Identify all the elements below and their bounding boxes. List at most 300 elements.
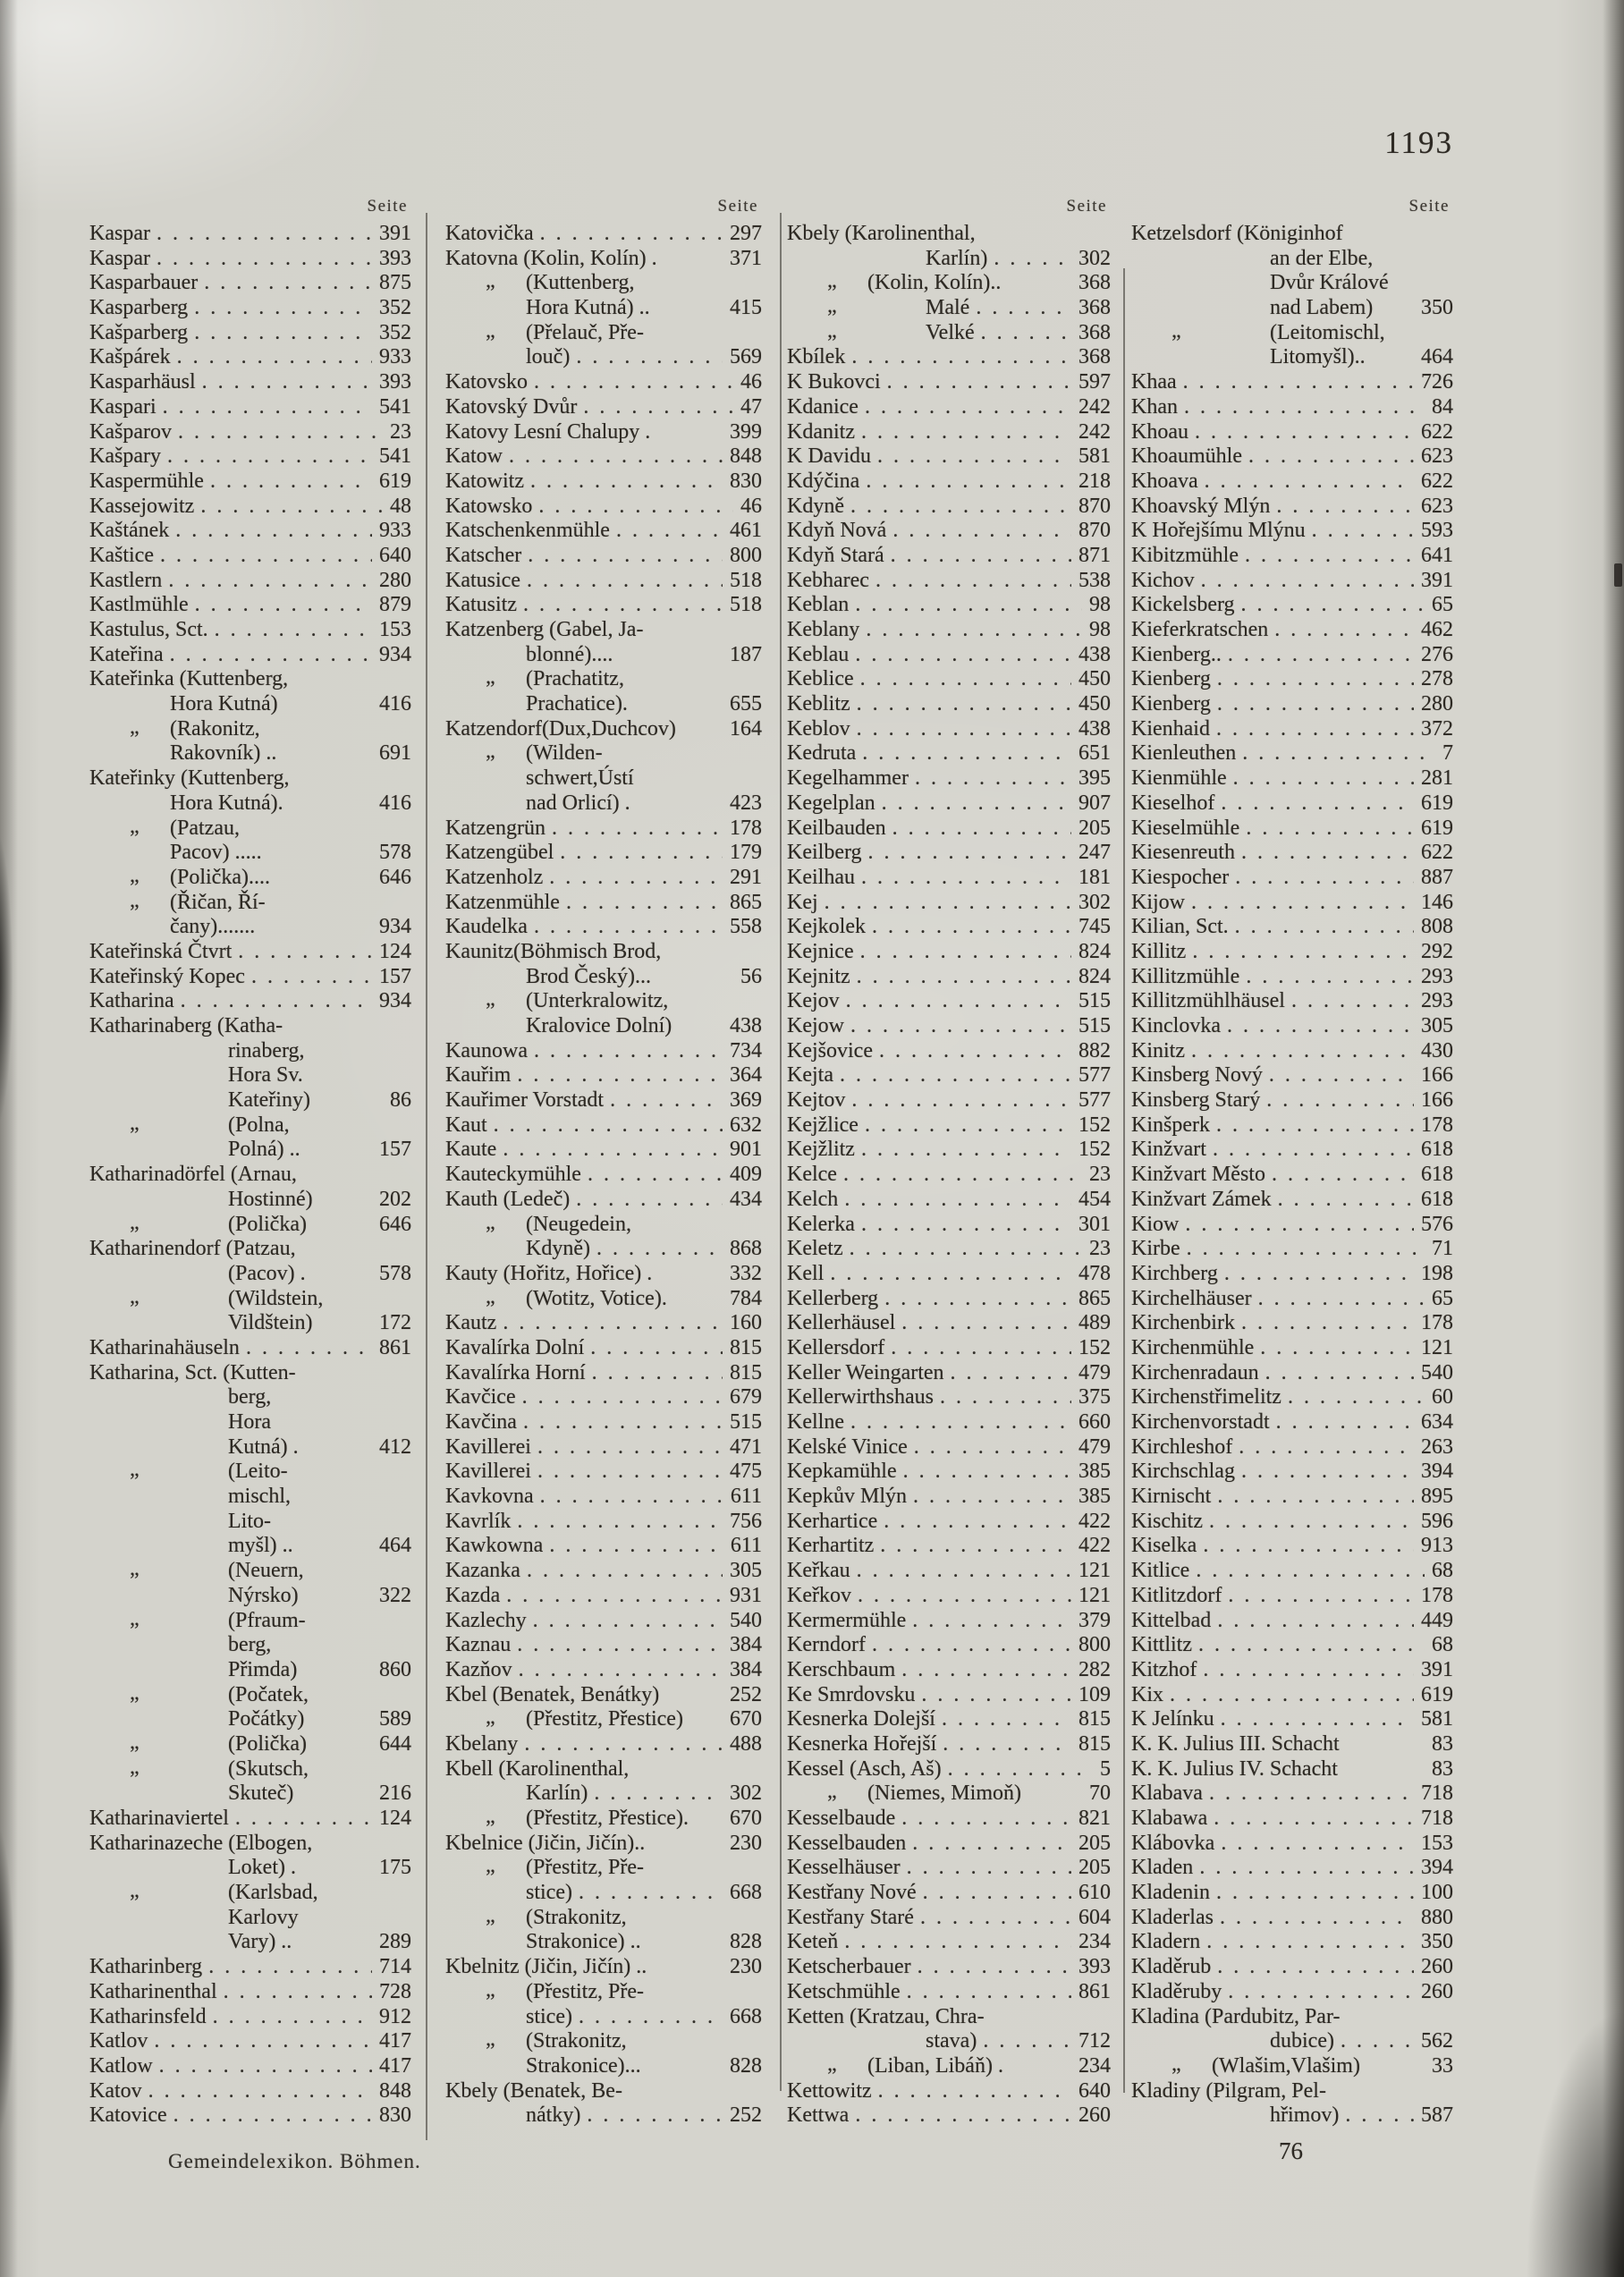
entry-name: Kiesenreuth (1131, 841, 1235, 865)
index-entry (445, 741, 762, 766)
entry-page-number: 178 (1421, 1583, 1453, 1607)
index-entry (787, 1063, 1111, 1088)
entry-page-number: 821 (1078, 1807, 1111, 1830)
index-entry (445, 1262, 762, 1287)
entry-page-number: 870 (1078, 519, 1111, 543)
dot-leader (921, 1683, 1071, 1708)
entry-name: Klabava (1131, 1782, 1203, 1806)
entry-page-number: 515 (1078, 1014, 1111, 1037)
dot-leader (517, 1510, 723, 1535)
index-entry (89, 1980, 411, 2005)
index-entry (787, 1460, 1111, 1485)
entry-name: Kejtov (787, 1088, 846, 1113)
dot-leader (1276, 1410, 1414, 1435)
index-entry (445, 1385, 762, 1410)
entry-page-number: 48 (390, 494, 411, 518)
entry-name: Kelské Vinice (787, 1435, 908, 1459)
entry-page-number: 47 (740, 394, 762, 419)
index-entry (787, 1088, 1111, 1113)
ditto-mark: „ (486, 1284, 495, 1308)
entry-page-number: 815 (730, 1335, 762, 1359)
entry-name: Katowitz (445, 469, 524, 493)
entry-name: Keletz (787, 1237, 843, 1261)
index-entry (445, 1138, 762, 1163)
ditto-mark: „ (486, 1805, 495, 1828)
entry-page-number: 619 (1421, 816, 1453, 840)
entry-name: Kauty (Hořitz, Hořice) . (445, 1261, 653, 1285)
entry-name: Kerhartice (787, 1509, 878, 1533)
entry-name: an der Elbe, (1270, 246, 1374, 270)
dot-leader (882, 791, 1071, 817)
dot-leader (903, 1460, 1071, 1485)
entry-name: Katowsko (445, 494, 533, 518)
dot-leader (1216, 717, 1414, 742)
entry-page-number: 430 (1421, 1038, 1453, 1062)
dot-leader (1221, 1707, 1414, 1732)
index-entry (89, 643, 411, 668)
index-entry (1131, 643, 1453, 668)
entry-page-number: 293 (1421, 989, 1453, 1013)
entry-page-number: 479 (1078, 1435, 1111, 1459)
index-entry (1131, 766, 1453, 791)
entry-name: Kejov (787, 989, 840, 1013)
dot-leader (1217, 692, 1414, 717)
entry-page-number: 260 (1078, 2103, 1111, 2128)
entry-page-number: 478 (1078, 1261, 1111, 1285)
entry-page-number: 393 (1078, 1955, 1111, 1979)
dot-leader (830, 1262, 1071, 1287)
entry-name: Kejžlitz (787, 1138, 855, 1162)
entry-name: Vary) .. (228, 1930, 292, 1954)
entry-page-number: 5 (1100, 1756, 1111, 1781)
dot-leader (855, 593, 1082, 618)
entry-name: Kladěrub (1131, 1955, 1212, 1979)
entry-name: Keblany (787, 618, 860, 641)
index-entry (89, 321, 411, 346)
index-entry (89, 1707, 411, 1732)
entry-name: Killitz (1131, 939, 1187, 963)
entry-page-number: 416 (379, 791, 411, 815)
entry-name: Strakonice) .. (526, 1930, 641, 1954)
dot-leader (850, 1237, 1082, 1262)
entry-name: Kirbe (1131, 1237, 1180, 1261)
entry-name: K Jelínku (1131, 1707, 1214, 1731)
entry-name: Kazda (445, 1583, 501, 1607)
index-entry (89, 841, 411, 866)
dot-leader (1269, 1063, 1414, 1088)
index-entry (1131, 667, 1453, 692)
index-entry (1131, 593, 1453, 618)
entry-name: K. K. Julius IV. Schacht (1131, 1756, 1338, 1781)
entry-page-number: 352 (379, 296, 411, 320)
entry-name: Katov (89, 2078, 142, 2103)
dot-leader (552, 817, 723, 842)
entry-name: Keilhau (787, 865, 855, 889)
entry-name: Litomyšl).. (1270, 345, 1366, 369)
ditto-mark: „ (1171, 2052, 1181, 2076)
entry-name: Kettowitz (787, 2078, 872, 2103)
entry-name: Kitzhof (1131, 1657, 1197, 1681)
index-entry (89, 1361, 411, 1386)
index-entry (787, 1930, 1111, 1955)
entry-name: (Patzau, (170, 816, 240, 840)
dot-leader (1217, 1609, 1414, 1634)
dot-leader (533, 1609, 723, 1634)
entry-page-number: 879 (379, 593, 411, 617)
entry-page-number: 538 (1078, 568, 1111, 592)
index-entry (1131, 395, 1453, 420)
entry-name: Kavčina (445, 1410, 517, 1434)
entry-page-number: 369 (730, 1088, 762, 1113)
entry-name: Kladěruby (1131, 1979, 1222, 2003)
entry-name: Kienmühle (1131, 766, 1227, 791)
entry-name: Katusice (445, 568, 520, 592)
entry-name: Kejta (787, 1063, 833, 1088)
column-divider (780, 213, 782, 2091)
index-entry (1131, 470, 1453, 495)
entry-name: Ke Smrdovsku (787, 1682, 916, 1706)
index-entry (787, 444, 1111, 470)
entry-name: schwert,Ústí (526, 766, 634, 791)
entry-page-number: 901 (730, 1138, 762, 1162)
entry-page-number: 83 (1432, 1756, 1453, 1781)
entry-page-number: 157 (379, 1138, 411, 1162)
index-entry (1131, 741, 1453, 766)
index-entry (787, 2079, 1111, 2104)
entry-page-number: 423 (730, 791, 762, 815)
dot-leader (1216, 1881, 1414, 1906)
dot-leader (503, 1138, 723, 1163)
index-entry (445, 1510, 762, 1535)
index-entry (89, 569, 411, 594)
entry-page-number: 205 (1078, 816, 1111, 840)
ditto-mark: „ (130, 1557, 140, 1581)
index-entry (445, 1832, 762, 1857)
dot-leader (943, 1732, 1071, 1757)
index-entry (89, 1534, 411, 1559)
entry-name: Katscher (445, 543, 522, 567)
index-entry (89, 1732, 411, 1757)
scan-corner-shadow (1526, 2009, 1624, 2277)
dot-leader (251, 965, 372, 990)
dot-leader (540, 222, 723, 247)
entry-name: Katovice (89, 2103, 167, 2128)
entry-name: K Davidu (787, 444, 871, 469)
index-entry (1131, 1336, 1453, 1361)
entry-name: rinaberg, (228, 1038, 305, 1062)
entry-page-number: 157 (379, 964, 411, 988)
dot-leader (517, 1063, 723, 1088)
entry-name: (Wildstein, (228, 1286, 324, 1310)
entry-name: Kasparhäusl (89, 370, 196, 394)
index-entry (445, 717, 762, 742)
entry-name: Keller Weingarten (787, 1360, 944, 1384)
dot-leader (851, 1088, 1071, 1113)
entry-page-number: 462 (1421, 618, 1453, 641)
entry-name: Kinžvart (1131, 1138, 1206, 1162)
index-entry (1131, 1485, 1453, 1510)
dot-leader (224, 1980, 372, 2005)
signature-number: 76 (1279, 2137, 1303, 2164)
entry-name: Kirchenstřimelitz (1131, 1385, 1281, 1409)
entry-name: Keblov (787, 716, 850, 741)
entry-name: (Leito- (228, 1460, 288, 1484)
entry-name: Kavrlík (445, 1509, 512, 1533)
entry-page-number: 230 (730, 1831, 762, 1855)
entry-name: (Neugedein, (526, 1212, 631, 1236)
dot-leader (861, 1213, 1071, 1238)
index-entry (445, 544, 762, 569)
entry-name: Kladerlas (1131, 1905, 1214, 1929)
dot-leader (178, 420, 383, 445)
dot-leader (509, 444, 723, 470)
index-entry (1131, 247, 1453, 272)
index-entry (787, 1955, 1111, 1980)
ditto-mark: „ (827, 2052, 837, 2076)
index-entry (445, 444, 762, 470)
dot-leader (148, 2079, 372, 2104)
entry-name: Kaut (445, 1113, 487, 1137)
entry-page-number: 848 (379, 2078, 411, 2103)
ditto-mark: „ (486, 269, 495, 293)
entry-name: Kermermühle (787, 1608, 907, 1632)
index-entry (787, 569, 1111, 594)
entry-page-number: 350 (1421, 296, 1453, 320)
ditto-mark: „ (130, 814, 140, 838)
entry-page-number: 152 (1078, 1138, 1111, 1162)
index-entry (787, 2103, 1111, 2129)
entry-name: Kienberg (1131, 667, 1211, 691)
entry-page-number: 276 (1421, 642, 1453, 666)
entry-name: Kirchschlag (1131, 1460, 1235, 1484)
index-entry (445, 318, 762, 346)
entry-name: Kieselhof (1131, 791, 1215, 815)
index-entry (1131, 2103, 1453, 2129)
dot-leader (210, 470, 372, 495)
entry-page-number: 417 (379, 2053, 411, 2078)
dot-leader (1209, 1782, 1414, 1807)
index-entry (1131, 817, 1453, 842)
ditto-mark: „ (827, 294, 837, 318)
index-entry (445, 1063, 762, 1088)
index-entry (445, 1410, 762, 1435)
dot-leader (1248, 444, 1414, 470)
index-entry (787, 618, 1111, 643)
dot-leader (1221, 1832, 1414, 1857)
dot-leader (1312, 519, 1414, 544)
dot-leader (596, 1237, 723, 1262)
entry-name: Kessel (Asch, Aš) (787, 1756, 942, 1781)
entry-name: Kienberg (1131, 692, 1211, 716)
entry-name: Kazlechy (445, 1608, 527, 1632)
ditto-mark: „ (486, 1210, 495, 1234)
dot-leader (560, 841, 723, 866)
entry-page-number: 379 (1078, 1608, 1111, 1632)
entry-page-number: 562 (1421, 2029, 1453, 2053)
entry-name: Rakovník) .. (170, 741, 277, 766)
entry-name: Kebharec (787, 568, 869, 592)
ditto-mark: „ (130, 863, 140, 887)
dot-leader (1195, 420, 1414, 445)
entry-page-number: 179 (730, 841, 762, 865)
dot-leader (1288, 1385, 1425, 1410)
entry-page-number: 293 (1421, 964, 1453, 988)
entry-name: Kašpary (89, 444, 161, 469)
entry-page-number: 449 (1421, 1608, 1453, 1632)
entry-name: nad Orlicí) . (526, 791, 630, 815)
index-entry (787, 395, 1111, 420)
entry-name: Kašpárek (89, 345, 171, 369)
entry-name: Kerndorf (787, 1633, 866, 1657)
entry-page-number: 216 (379, 1782, 411, 1806)
entry-name: Khoau (1131, 419, 1188, 444)
entry-name: Kaspari (89, 394, 156, 419)
index-entry (89, 1559, 411, 1584)
entry-name: Kateřinský Kopec (89, 964, 245, 988)
entry-page-number: 263 (1421, 1435, 1453, 1459)
dot-leader (865, 395, 1071, 420)
dot-leader (1274, 618, 1414, 643)
index-entry (445, 1188, 762, 1213)
index-entry (787, 271, 1111, 296)
entry-name: Katharinsfeld (89, 2004, 207, 2028)
dot-leader (861, 866, 1071, 891)
dot-leader (1258, 1287, 1425, 1312)
index-entry (787, 1361, 1111, 1386)
dot-leader (1228, 1980, 1414, 2005)
index-entry (787, 1138, 1111, 1163)
entry-page-number: 399 (730, 419, 762, 444)
entry-name: Klabawa (1131, 1807, 1208, 1830)
dot-leader (204, 271, 372, 296)
index-entry (787, 1262, 1111, 1287)
index-entry (445, 1584, 762, 1609)
index-entry (787, 1559, 1111, 1584)
entry-page-number: 934 (379, 989, 411, 1013)
entry-name: Kdanitz (787, 419, 855, 444)
entry-name: Strakonice)... (526, 2053, 641, 2078)
entry-name: Počátky) (228, 1707, 305, 1731)
dot-leader (1199, 1856, 1414, 1881)
dot-leader (914, 1435, 1071, 1460)
entry-name: Lito- (228, 1509, 271, 1533)
entry-page-number: 205 (1078, 1831, 1111, 1855)
entry-page-number: 861 (379, 1335, 411, 1359)
index-entry (445, 569, 762, 594)
dot-leader (524, 1732, 723, 1757)
entry-page-number: 464 (379, 1534, 411, 1558)
entry-page-number: 368 (1078, 296, 1111, 320)
dot-leader (154, 2029, 372, 2054)
entry-page-number: 124 (379, 1807, 411, 1830)
dot-leader (156, 247, 372, 272)
dot-leader (594, 1782, 723, 1807)
entry-page-number: 670 (730, 1807, 762, 1830)
book-footer-title: Gemeindelexikon. Böhmen. (168, 2150, 421, 2172)
dot-leader (588, 1163, 723, 1188)
entry-page-number: 596 (1421, 1509, 1453, 1533)
index-entry (787, 1757, 1111, 1782)
dot-leader (517, 1633, 723, 1658)
entry-page-number: 558 (730, 915, 762, 939)
index-entry (787, 2005, 1111, 2030)
entry-page-number: 634 (1421, 1410, 1453, 1434)
dot-leader (1241, 1460, 1414, 1485)
index-entry (89, 1510, 411, 1535)
dot-leader (208, 1955, 372, 1980)
column-header-seite: Seite (367, 197, 408, 216)
index-entry (89, 1210, 411, 1238)
entry-name: Kedruta (787, 741, 857, 766)
dot-leader (1276, 495, 1414, 520)
index-entry (89, 1088, 411, 1113)
entry-page-number: 848 (730, 444, 762, 469)
index-entry (787, 1534, 1111, 1559)
entry-name: Kesnerka Dolejší (787, 1707, 935, 1731)
entry-name: Kieferkratschen (1131, 618, 1269, 641)
entry-name: Keilberg (787, 841, 862, 865)
entry-name: (Rakonitz, (170, 716, 260, 741)
entry-name: Katzendorf(Dux,Duchcov) (445, 716, 676, 741)
entry-name: Kickelsberg (1131, 593, 1235, 617)
entry-name: Keblan (787, 593, 850, 617)
index-entry (89, 495, 411, 520)
index-entry (1131, 1435, 1453, 1460)
entry-name: Kirchenbirk (1131, 1311, 1235, 1335)
dot-leader (1345, 2103, 1414, 2129)
entry-name: Kerschbaum (787, 1657, 896, 1681)
dot-leader (951, 1361, 1071, 1386)
index-entry (445, 1361, 762, 1386)
index-entry (445, 1881, 762, 1906)
index-entry (1131, 618, 1453, 643)
index-entry (445, 1460, 762, 1485)
index-entry (787, 1287, 1111, 1312)
entry-name: Velké (926, 320, 975, 344)
entry-page-number: 655 (730, 692, 762, 716)
dot-leader (527, 569, 723, 594)
entry-page-number: 824 (1078, 939, 1111, 963)
entry-name: dubice) (1270, 2029, 1334, 2053)
index-entry (1131, 519, 1453, 544)
index-entry (1131, 1609, 1453, 1634)
entry-name: (Pacov) . (228, 1261, 306, 1285)
entry-page-number: 882 (1078, 1038, 1111, 1062)
entry-name: stice) (526, 1881, 572, 1905)
index-entry (787, 891, 1111, 916)
entry-page-number: 540 (730, 1608, 762, 1632)
index-entry (1131, 965, 1453, 990)
entry-name: Kaštánek (89, 519, 170, 543)
dot-leader (887, 370, 1071, 395)
index-entry (89, 2054, 411, 2079)
index-entry (1131, 1138, 1453, 1163)
index-entry (1131, 1510, 1453, 1535)
dot-leader (583, 395, 733, 420)
index-entry (787, 544, 1111, 569)
entry-page-number: 931 (730, 1583, 762, 1607)
entry-page-number: 830 (730, 469, 762, 493)
dot-leader (880, 1534, 1071, 1559)
index-entry (1131, 989, 1453, 1014)
dot-leader (579, 2005, 723, 2030)
entry-page-number: 450 (1078, 667, 1111, 691)
dot-leader (1220, 1906, 1414, 1931)
index-entry (1131, 1039, 1453, 1064)
dot-leader (877, 444, 1071, 470)
index-entry (1131, 2029, 1453, 2054)
entry-page-number: 622 (1421, 419, 1453, 444)
